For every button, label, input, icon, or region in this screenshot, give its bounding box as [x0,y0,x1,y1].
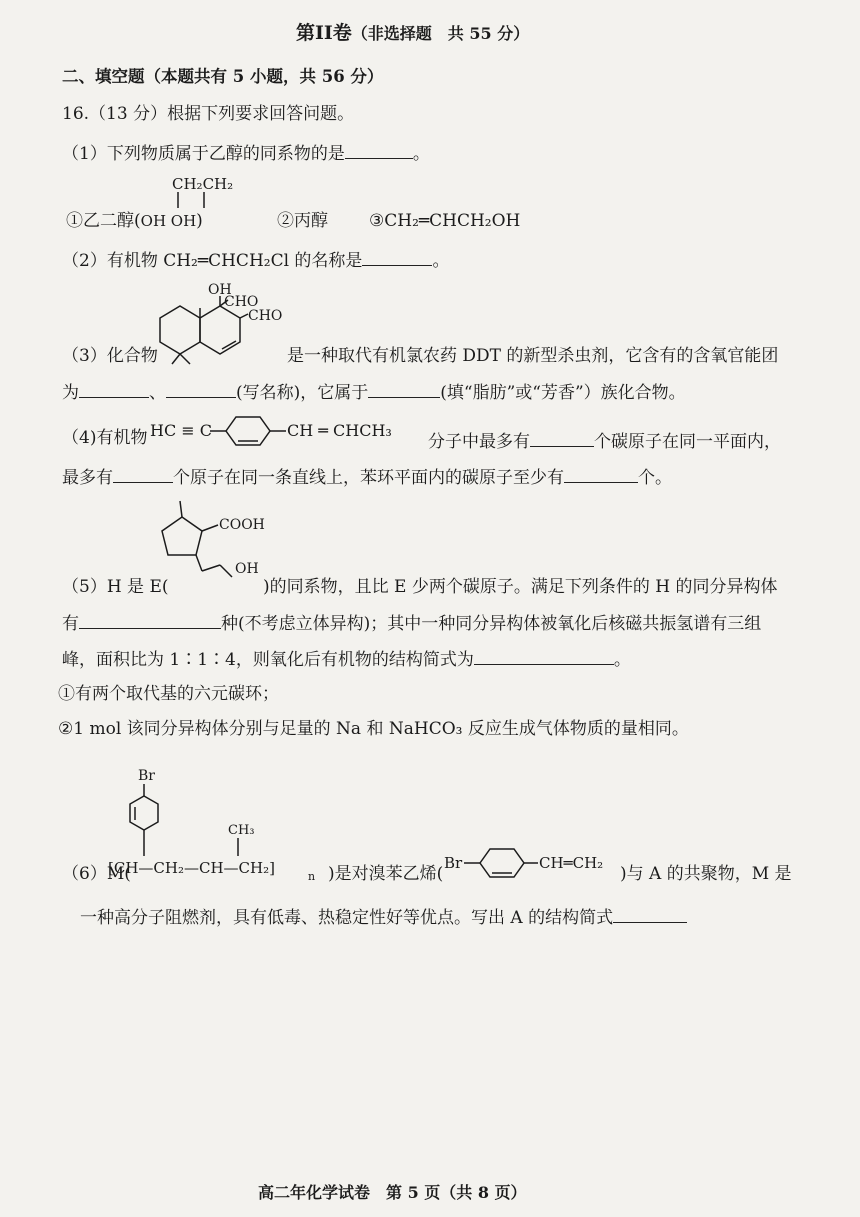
label-chain-6: [CH—CH₂—CH—CH₂] [108,859,275,877]
label-oh-3: OH [208,282,232,298]
q16-part4-line1 [428,430,781,453]
label-vinyl-6: CH═CH₂ [539,854,604,872]
q16-part6-text-b: )是对溴苯乙烯( [328,864,444,884]
q16-part6-line2 [80,906,687,929]
q16-part3-molecule [150,280,290,370]
q16-part5-line3 [62,648,631,671]
question-16-stem: 16.（13 分）根据下列要求回答问题。 [62,104,355,124]
label-cho-3b: CHO [248,308,283,324]
q16-part1-text: （1）下列物质属于乙醇的同系物的是 [62,144,345,164]
q16-part6-blank[interactable] [613,906,687,923]
q16-part2-line [62,249,449,272]
q16-part4-molecule [150,412,430,456]
q16-part4-blank-1[interactable] [530,430,594,447]
q16-part5-text-b: )的同系物，且比 E 少两个碳原子。满足下列条件的 H 的同分异构体 [263,577,778,597]
q16-part5-line3-b: 。 [613,650,631,670]
q16-part6-text-a: （6）M( [62,864,131,884]
glycol-formula-top: CH₂CH₂ [172,175,234,193]
q16-part3-line2-a: 为 [62,383,79,403]
q16-part5-condition-1: ①有两个取代基的六元碳环； [58,684,279,704]
label-br-6b: Br [444,854,463,872]
q16-part4-line2-c: 个。 [638,468,672,488]
section-title: 二、填空题（本题共有 5 小题，共 56 分） [62,67,384,86]
option-3: ③CH₂═CHCH₂OH [369,211,521,231]
q16-part1-options [66,210,203,232]
part-title-main: 第II卷 [296,22,352,44]
q16-part4-blank-3[interactable] [564,466,638,483]
q16-part3-line2-c: (填“脂肪”或“芳香”）族化合物。 [440,383,686,403]
q16-part3-text-b: 是一种取代有机氯农药 DDT 的新型杀虫剂，它含有的含氧官能团 [287,346,779,366]
page-footer: 高二年化学试卷 第 5 页（共 8 页） [258,1183,527,1202]
q16-part5-blank-2[interactable] [474,648,614,665]
q16-part3-line2 [62,381,686,404]
q16-part5-line3-a: 峰，面积比为 1∶1∶4，则氧化后有机物的结构简式为 [62,650,474,670]
q16-part4-text-c: 个碳原子在同一平面内， [594,432,781,452]
q16-part4-text-b: 分子中最多有 [428,432,530,452]
q16-part2-answer-blank[interactable] [362,249,432,266]
label-n-6: n [308,870,316,883]
label-alkyne: HC ≡ C [150,421,213,440]
label-oh-5: OH [235,561,259,577]
q16-part5-condition-2: ②1 mol 该同分异构体分别与足量的 Na 和 NaHCO₃ 反应生成气体物质的量相同。 [58,719,689,739]
q16-part3-blank-2[interactable] [166,381,236,398]
q16-part5-text-a: （5）H 是 E( [62,577,169,597]
glycol-formula-bottom: OH OH [140,212,197,230]
q16-part1-line [62,142,430,165]
q16-part3-line2-sep: 、 [149,383,166,403]
label-br-6: Br [138,768,155,784]
q16-part3-line2-b: (写名称)，它属于 [236,383,369,403]
q16-part3-blank-3[interactable] [368,381,440,398]
q16-part6-bromostyrene [442,840,632,884]
q16-part1-answer-blank[interactable] [345,142,413,159]
q16-part6-polymer [100,762,330,892]
option-2: ②丙醇 [277,211,328,231]
q16-part6-line2-text: 一种高分子阻燃剂，具有低毒、热稳定性好等优点。写出 A 的结构简式 [80,908,614,928]
q16-part4-line2-b: 个原子在同一条直线上，苯环平面内的碳原子至少有 [173,468,564,488]
q16-part4-text-a: （4)有机物 [62,428,148,448]
q16-part3-blank-1[interactable] [79,381,149,398]
q16-part4-line2 [62,466,672,489]
q16-part5-line2-a: 有 [62,614,79,634]
glycol-bond-lines [170,190,250,212]
option-1-b: ) [196,211,203,231]
q16-part5-line2 [62,612,761,635]
option-1-a: ①乙二醇( [66,211,141,231]
q16-part2-end: 。 [432,251,450,271]
label-cho-3a: CHO [224,294,259,310]
label-cooh-5: COOH [219,517,265,533]
q16-part4-line2-a: 最多有 [62,468,113,488]
part-title [296,22,529,45]
label-ch3-6: CH₃ [228,823,255,838]
part-title-sub: （非选择题 共 55 分） [351,24,530,43]
label-propenyl: CH ═ CHCH₃ [287,421,392,440]
q16-part5-molecule [150,495,270,585]
q16-part3-text-a: （3）化合物 [62,346,158,366]
q16-part5-line2-b: 种(不考虑立体异构)；其中一种同分异构体被氧化后核磁共振氢谱有三组 [221,614,762,634]
q16-part1-end: 。 [412,144,430,164]
q16-part6-text-c: )与 A 的共聚物，M 是 [620,864,792,884]
q16-part4-blank-2[interactable] [113,466,173,483]
q16-part2-text: （2）有机物 CH₂═CHCH₂Cl 的名称是 [62,251,363,271]
q16-part5-blank-1[interactable] [79,612,221,629]
